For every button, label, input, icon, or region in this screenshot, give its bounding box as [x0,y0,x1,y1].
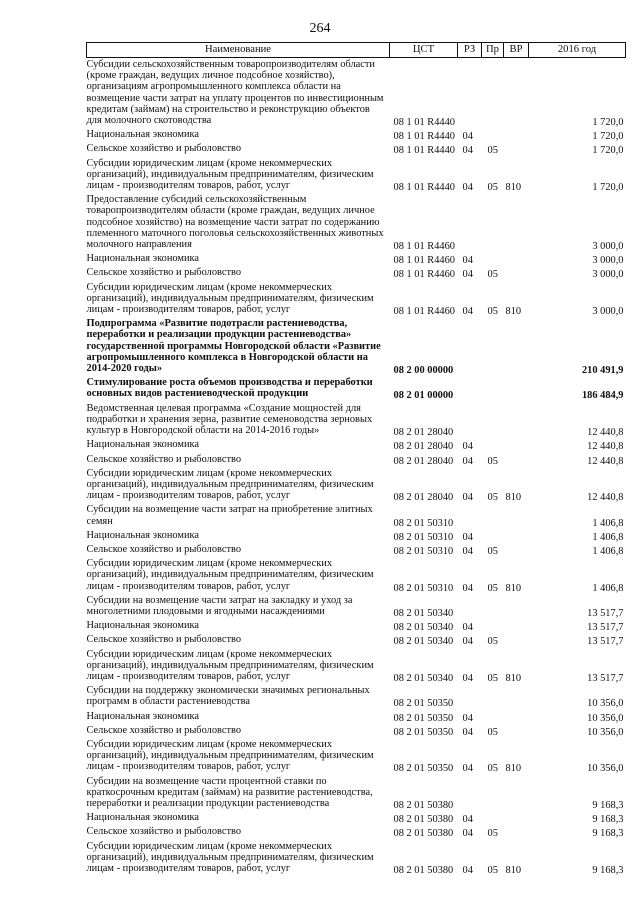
row-amount: 1 720,0 [592,145,624,157]
table-row [87,157,626,194]
row-csr-code: 08 1 01 R4440 [393,131,455,143]
row-csr-code: 08 1 01 R4460 [393,306,455,318]
row-amount: 3 000,0 [592,255,624,267]
table-row [87,648,626,685]
table-row [87,252,626,266]
row-pr-code [482,619,504,633]
row-rz-code [458,193,482,252]
row-pr-code [482,376,504,401]
row-csr-code: 08 1 01 R4440 [393,145,455,157]
table-body [87,58,626,877]
table-row [87,503,626,528]
row-name: Субсидии юридическим лицам (кроме некоммерческих организаций), индивидуальным предпринимателям, физическим лицам - производителям товаров, работ, услуг [86,467,374,502]
row-amount: 1 406,8 [592,545,624,557]
row-name: Субсидии на возмещение части затрат на приобретение элитных семян [86,504,373,527]
row-pr-code: 05 [487,545,498,557]
row-name: Субсидии юридическим лицам (кроме некоммерческих организаций), индивидуальным предпринимателям, физическим лицам - производителям товаров, работ, услуг [86,738,374,773]
row-pr-code [482,775,504,812]
row-vr-code [504,128,529,142]
row-rz-code: 04 [462,441,473,453]
table-row [87,811,626,825]
row-rz-code: 04 [462,182,473,194]
row-rz-code: 04 [462,582,473,594]
table-row [87,557,626,594]
row-pr-code [482,402,504,439]
table-row [87,376,626,401]
table-row [87,529,626,543]
table-row [87,543,626,557]
row-csr-code: 08 1 01 R4460 [393,241,455,253]
row-pr-code: 05 [487,145,498,157]
row-vr-code: 810 [505,582,522,594]
row-rz-code: 04 [462,545,473,557]
row-csr-code: 08 1 01 R4460 [393,255,455,267]
row-amount: 186 484,9 [581,390,624,402]
row-rz-code: 04 [462,131,473,143]
header-csr: ЦСТ [390,43,458,58]
row-rz-code: 04 [462,622,473,634]
table-row [87,266,626,280]
row-pr-code: 05 [487,636,498,648]
row-rz-code [458,376,482,401]
row-rz-code: 04 [462,145,473,157]
row-amount: 9 168,3 [592,814,624,826]
row-name: Стимулирование роста объемов производства и переработки основных видов растениеводческой продукции [86,377,373,400]
row-vr-code [504,684,529,709]
row-amount: 1 720,0 [592,117,624,129]
row-rz-code [458,775,482,812]
row-pr-code [482,811,504,825]
row-name: Национальная экономика [86,710,200,722]
row-vr-code [504,193,529,252]
table-row [87,402,626,439]
row-csr-code: 08 2 01 50380 [393,828,454,840]
row-amount: 13 517,7 [587,622,624,634]
table-row [87,193,626,252]
header-vr: ВР [504,43,529,58]
row-name: Сельское хозяйство и рыболовство [86,724,242,736]
row-rz-code [458,402,482,439]
row-name: Сельское хозяйство и рыболовство [86,267,242,279]
row-name: Сельское хозяйство и рыболовство [86,143,242,155]
row-pr-code [482,252,504,266]
row-name: Ведомственная целевая программа «Создание мощностей для подработки и хранения зерна, развитие семеноводства зерновых культур в Новгородской области на 2014-2016 годы» [86,402,373,437]
row-vr-code: 810 [505,306,522,318]
row-pr-code: 05 [487,763,498,775]
row-csr-code: 08 2 01 50380 [393,799,454,811]
table-row [87,840,626,877]
row-csr-code: 08 1 01 R4440 [393,117,455,129]
row-csr-code: 08 2 01 50350 [393,698,454,710]
row-pr-code: 05 [487,492,498,504]
row-csr-code: 08 2 01 50340 [393,607,454,619]
row-name: Сельское хозяйство и рыболовство [86,826,242,838]
row-name: Предоставление субсидий сельскохозяйственным товаропроизводителям области (кроме граждан, ведущих личное подсобное хозяйство) на возмещение части затрат по содержанию племенного маточного поголовья сельскохозяйственных животных молочного направления [86,194,384,251]
row-name: Сельское хозяйство и рыболовство [86,543,242,555]
row-pr-code [482,128,504,142]
row-rz-code: 04 [462,255,473,267]
row-pr-code: 05 [487,182,498,194]
row-csr-code: 08 2 01 00000 [393,390,454,402]
row-vr-code: 810 [505,182,522,194]
row-rz-code: 04 [462,763,473,775]
row-csr-code: 08 2 01 28040 [393,427,454,439]
table-row [87,58,626,129]
row-name: Национальная экономика [86,439,200,451]
row-amount: 1 406,8 [592,531,624,543]
table-row [87,633,626,647]
row-vr-code [504,58,529,129]
row-name: Субсидии юридическим лицам (кроме некоммерческих организаций), индивидуальным предпринимателям, физическим лицам - производителям товаров, работ, услуг [86,157,374,192]
row-csr-code: 08 2 01 50310 [393,517,454,529]
row-vr-code [504,710,529,724]
row-rz-code [458,684,482,709]
row-vr-code [504,811,529,825]
row-name: Национальная экономика [86,129,200,141]
row-amount: 1 406,8 [592,517,624,529]
row-name: Сельское хозяйство и рыболовство [86,453,242,465]
row-amount: 9 168,3 [592,828,624,840]
header-sum: 2016 год [529,43,626,58]
row-pr-code [482,684,504,709]
row-vr-code [504,142,529,156]
row-csr-code: 08 2 01 50380 [393,814,454,826]
row-csr-code: 08 2 01 50340 [393,672,454,684]
table-row [87,453,626,467]
row-amount: 9 168,3 [592,865,624,876]
row-csr-code: 08 2 01 50350 [393,726,454,738]
row-csr-code: 08 2 01 50340 [393,636,454,648]
row-amount: 13 517,7 [587,636,624,648]
row-vr-code [504,543,529,557]
row-rz-code: 04 [462,814,473,826]
row-rz-code: 04 [462,828,473,840]
row-name: Национальная экономика [86,253,200,265]
row-rz-code: 04 [462,492,473,504]
row-vr-code [504,252,529,266]
row-rz-code [458,317,482,376]
row-csr-code: 08 2 01 50310 [393,582,454,594]
row-amount: 12 440,8 [587,455,624,467]
row-rz-code: 04 [462,726,473,738]
row-vr-code: 810 [505,672,522,684]
table-row [87,438,626,452]
table-row [87,825,626,839]
row-pr-code [482,710,504,724]
row-csr-code: 08 2 01 50350 [393,763,454,775]
row-vr-code [504,633,529,647]
row-vr-code [504,266,529,280]
row-amount: 1 720,0 [592,131,624,143]
row-vr-code [504,619,529,633]
table-row [87,128,626,142]
table-row [87,594,626,619]
row-rz-code [458,594,482,619]
row-vr-code [504,376,529,401]
row-rz-code [458,503,482,528]
row-pr-code [482,193,504,252]
budget-table [86,42,626,876]
row-name: Субсидии юридическим лицам (кроме некоммерческих организаций), индивидуальным предпринимателям, физическим лицам - производителям товаров, работ, услуг [86,840,374,874]
row-name: Субсидии юридическим лицам (кроме некоммерческих организаций), индивидуальным предпринимателям, физическим лицам - производителям товаров, работ, услуг [86,558,374,592]
row-name: Субсидии юридическим лицам (кроме некоммерческих организаций), индивидуальным предпринимателям, физическим лицам - производителям товаров, работ, услуг [86,648,374,682]
header-rz: РЗ [458,43,482,58]
row-vr-code [504,503,529,528]
row-vr-code [504,775,529,812]
row-csr-code: 08 2 01 50310 [393,531,454,543]
row-amount: 1 720,0 [592,182,624,194]
row-pr-code [482,58,504,129]
row-csr-code: 08 2 01 50310 [393,545,454,557]
row-rz-code: 04 [462,269,473,281]
row-amount: 13 517,7 [587,672,624,684]
row-vr-code [504,438,529,452]
row-pr-code: 05 [487,726,498,738]
table-row [87,281,626,318]
row-name: Национальная экономика [86,812,200,824]
row-amount: 3 000,0 [592,306,624,318]
row-amount: 10 356,0 [587,698,624,710]
table-row [87,775,626,812]
table-row [87,684,626,709]
row-amount: 10 356,0 [587,763,624,775]
table-row [87,142,626,156]
row-rz-code: 04 [462,455,473,467]
row-name: Субсидии на поддержку экономически значимых региональных программ в области растениеводства [86,685,370,708]
page-number: 264 [309,21,331,36]
row-amount: 9 168,3 [592,799,624,811]
row-rz-code: 04 [462,531,473,543]
row-csr-code: 08 2 01 28040 [393,441,454,453]
row-vr-code: 810 [505,492,522,504]
row-rz-code [458,58,482,129]
row-name: Национальная экономика [86,529,200,541]
row-amount: 10 356,0 [587,726,624,738]
header-pr: Пр [482,43,504,58]
row-pr-code: 05 [487,455,498,467]
row-name: Сельское хозяйство и рыболовство [86,634,242,646]
row-csr-code: 08 1 01 R4460 [393,269,455,281]
row-pr-code [482,529,504,543]
row-amount: 10 356,0 [587,712,624,724]
table-row [87,738,626,775]
row-name: Субсидии на возмещение части затрат на закладку и уход за многолетними плодовыми и ягодными насаждениями [86,594,353,617]
row-rz-code: 04 [462,672,473,684]
row-csr-code: 08 2 01 28040 [393,455,454,467]
row-vr-code [504,594,529,619]
table-row [87,619,626,633]
row-amount: 12 440,8 [587,492,624,504]
table-header [87,43,626,58]
row-rz-code: 04 [462,636,473,648]
row-vr-code [504,529,529,543]
row-vr-code [504,825,529,839]
row-pr-code [482,438,504,452]
row-pr-code [482,503,504,528]
row-csr-code: 08 1 01 R4440 [393,182,455,194]
row-name: Подпрограмма «Развитие подотрасли растениеводства, переработки и реализации продукции растениеводства» государственной программы Новгородской области «Развитие агропромышленного комплекса в Новгородской области на 2014-2020 годы» [86,318,381,375]
row-vr-code [504,453,529,467]
row-pr-code: 05 [487,269,498,281]
table-row [87,724,626,738]
row-amount: 3 000,0 [592,269,624,281]
row-vr-code [504,317,529,376]
row-vr-code [504,724,529,738]
row-amount: 13 517,7 [587,607,624,619]
row-pr-code [482,317,504,376]
row-pr-code: 05 [487,865,498,876]
row-rz-code: 04 [462,306,473,318]
row-name: Субсидии сельскохозяйственным товаропроизводителям области (кроме граждан, ведущих личное подсобное хозяйство), организациям агропромышленного комплекса области на возмещение части затрат на уплату процентов по инвестиционным кредитам (займам) на строительство и реконструкцию объектов для молочного скотоводства [86,59,384,127]
row-name: Национальная экономика [86,620,200,632]
row-csr-code: 08 2 01 28040 [393,492,454,504]
row-amount: 1 406,8 [592,582,624,594]
row-csr-code: 08 2 01 50350 [393,712,454,724]
row-vr-code [504,402,529,439]
row-pr-code: 05 [487,828,498,840]
row-rz-code: 04 [462,865,473,876]
row-name: Субсидии на возмещение части процентной ставки по краткосрочным кредитам (займам) на развитие растениеводства, переработки и реализации продукции растениеводства [86,775,373,809]
row-amount: 210 491,9 [581,365,624,377]
row-csr-code: 08 2 01 50340 [393,622,454,634]
table-row [87,467,626,504]
row-pr-code: 05 [487,672,498,684]
row-csr-code: 08 2 00 00000 [393,365,454,377]
header-name: Наименование [87,43,390,58]
row-rz-code: 04 [462,712,473,724]
row-pr-code: 05 [487,582,498,594]
row-amount: 12 440,8 [587,427,624,439]
row-name: Субсидии юридическим лицам (кроме некоммерческих организаций), индивидуальным предпринимателям, физическим лицам - производителям товаров, работ, услуг [86,281,374,316]
row-pr-code: 05 [487,306,498,318]
row-vr-code: 810 [505,865,522,876]
row-amount: 3 000,0 [592,241,624,253]
table-row [87,317,626,376]
row-amount: 12 440,8 [587,441,624,453]
row-csr-code: 08 2 01 50380 [393,865,454,876]
table-row [87,710,626,724]
row-pr-code [482,594,504,619]
row-vr-code: 810 [505,763,522,775]
